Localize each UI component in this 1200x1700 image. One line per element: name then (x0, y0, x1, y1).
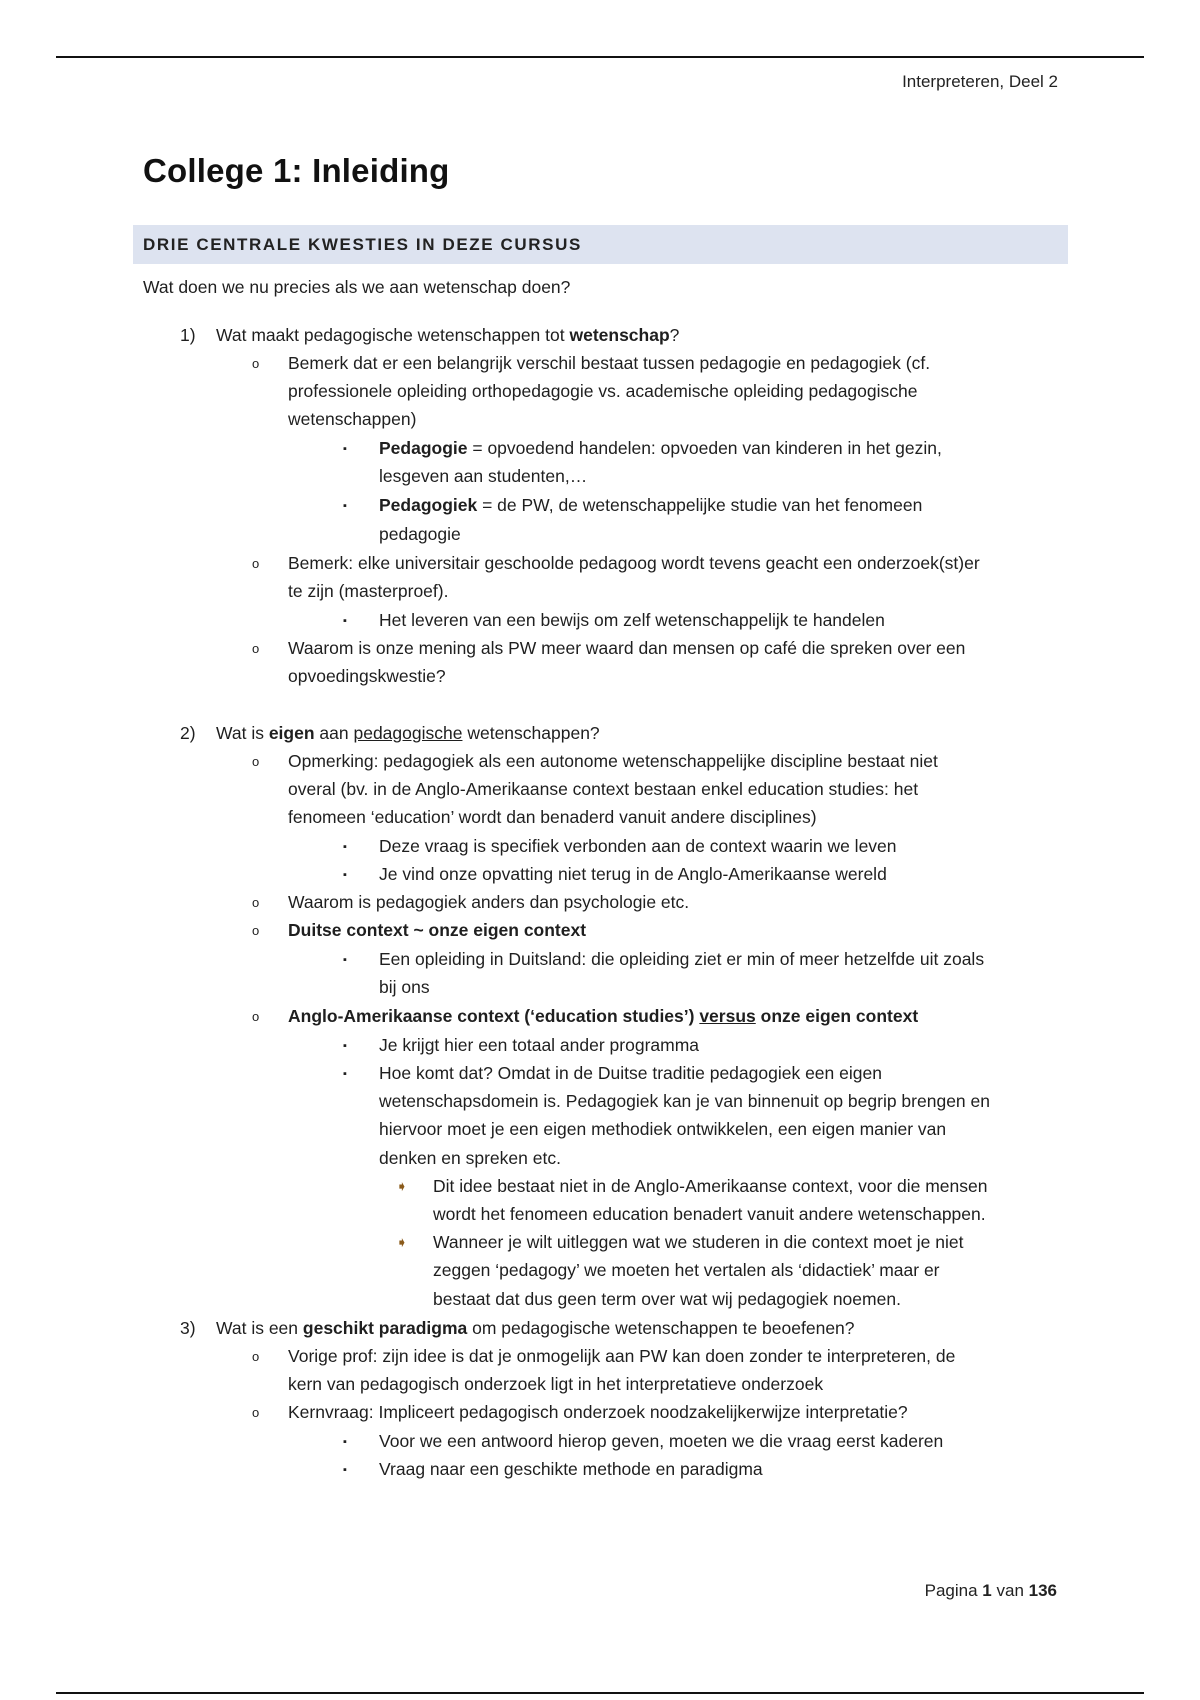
circle-bullet-icon: o (252, 1405, 260, 1420)
square-bullet-icon: ▪ (343, 954, 347, 966)
q2-point-1-line-2: overal (bv. in de Anglo-Amerikaanse context bestaan enkel education studies: het (288, 779, 919, 799)
q1-point-1-line-1: Bemerk dat er een belangrijk verschil bestaat tussen pedagogie en pedagogiek (cf. (288, 353, 931, 373)
q1-point-3-line-2: opvoedingskwestie? (288, 666, 446, 686)
q2-arrow-1-line-2: wordt het fenomeen education benadert vanuit andere wetenschappen. (433, 1204, 986, 1224)
circle-bullet-icon: o (252, 923, 260, 938)
q2-sub-2: Je vind onze opvatting niet terug in de Anglo-Amerikaanse wereld (379, 864, 887, 884)
q2-arrow-2-line-1: Wanneer je wilt uitleggen wat we studeren in die context moet je niet (433, 1232, 964, 1252)
q2-point-1-line-1: Opmerking: pedagogiek als een autonome wetenschappelijke discipline bestaat niet (288, 751, 938, 771)
arrow-bullet-icon: ➧ (396, 1178, 408, 1194)
square-bullet-icon: ▪ (343, 1464, 347, 1476)
q2-point-2: Waarom is pedagogiek anders dan psychologie etc. (288, 892, 690, 912)
q1-point-2-line-2: te zijn (masterproef). (288, 581, 449, 601)
q2-sub-5-line-3: hiervoor moet je een eigen methodiek ontwikkelen, een eigen manier van (379, 1119, 947, 1139)
q2-sub-3-line-1: Een opleiding in Duitsland: die opleiding ziet er min of meer hetzelfde uit zoals (379, 949, 985, 969)
q1-sub-3: Het leveren van een bewijs om zelf wetenschappelijk te handelen (379, 610, 885, 630)
q3-sub-2: Vraag naar een geschikte methode en paradigma (379, 1459, 763, 1479)
list-number-2: 2) (180, 723, 196, 743)
q2-sub-3-line-2: bij ons (379, 977, 430, 997)
q1-sub-1-line-2: lesgeven aan studenten,… (379, 466, 588, 486)
q1-point-1-line-2: professionele opleiding orthopedagogie vs. academische opleiding pedagogische (288, 381, 918, 401)
arrow-bullet-icon: ➧ (396, 1234, 408, 1250)
square-bullet-icon: ▪ (343, 443, 347, 455)
square-bullet-icon: ▪ (343, 1068, 347, 1080)
q2-sub-4: Je krijgt hier een totaal ander programma (379, 1035, 700, 1055)
question-2: Wat is eigen aan pedagogische wetenschappen? (216, 723, 600, 743)
page-title: College 1: Inleiding (143, 152, 450, 189)
question-1: Wat maakt pedagogische wetenschappen tot wetenschap? (216, 325, 680, 345)
q3-point-1-line-1: Vorige prof: zijn idee is dat je onmogelijk aan PW kan doen zonder te interpreteren, de (288, 1346, 956, 1366)
running-header: Interpreteren, Deel 2 (902, 72, 1058, 91)
list-number-3: 3) (180, 1318, 196, 1338)
circle-bullet-icon: o (252, 1349, 260, 1364)
bottom-rule (56, 1692, 1144, 1694)
section-heading: DRIE CENTRALE KWESTIES IN DEZE CURSUS (143, 235, 582, 254)
q2-sub-1: Deze vraag is specifiek verbonden aan de context waarin we leven (379, 836, 897, 856)
list-number-1: 1) (180, 325, 196, 345)
q2-arrow-2-line-3: bestaat dat dus geen term over wat wij pedagogiek noemen. (433, 1289, 901, 1309)
q1-point-2-line-1: Bemerk: elke universitair geschoolde pedagoog wordt tevens geacht een onderzoek(st)er (288, 553, 980, 573)
q3-point-2: Kernvraag: Impliceert pedagogisch onderzoek noodzakelijkerwijze interpretatie? (288, 1402, 908, 1422)
square-bullet-icon: ▪ (343, 1436, 347, 1448)
intro-question: Wat doen we nu precies als we aan wetenschap doen? (143, 277, 571, 297)
q2-arrow-1-line-1: Dit idee bestaat niet in de Anglo-Amerikaanse context, voor die mensen (433, 1176, 988, 1196)
q3-point-1-line-2: kern van pedagogisch onderzoek ligt in het interpretatieve onderzoek (288, 1374, 824, 1394)
q2-arrow-2-line-2: zeggen ‘pedagogy’ we moeten het vertalen als ‘didactiek’ maar er (433, 1260, 940, 1280)
q1-sub-1-line-1: Pedagogie = opvoedend handelen: opvoeden van kinderen in het gezin, (379, 438, 942, 458)
circle-bullet-icon: o (252, 356, 260, 371)
square-bullet-icon: ▪ (343, 615, 347, 627)
q1-point-1-line-3: wetenschappen) (288, 409, 417, 429)
q2-sub-5-line-4: denken en spreken etc. (379, 1148, 561, 1168)
square-bullet-icon: ▪ (343, 500, 347, 512)
q2-sub-5-line-2: wetenschapsdomein is. Pedagogiek kan je van binnenuit op begrip brengen en (379, 1091, 990, 1111)
q2-point-4: Anglo-Amerikaanse context (‘education studies’) versus onze eigen context (288, 1006, 919, 1026)
page-footer: Pagina 1 van 136 (924, 1581, 1057, 1600)
circle-bullet-icon: o (252, 556, 260, 571)
square-bullet-icon: ▪ (343, 1040, 347, 1052)
circle-bullet-icon: o (252, 641, 260, 656)
circle-bullet-icon: o (252, 754, 260, 769)
square-bullet-icon: ▪ (343, 869, 347, 881)
q2-point-1-line-3: fenomeen ‘education’ wordt dan benaderd vanuit andere disciplines) (288, 807, 817, 827)
q1-point-3-line-1: Waarom is onze mening als PW meer waard dan mensen op café die spreken over een (288, 638, 966, 658)
square-bullet-icon: ▪ (343, 841, 347, 853)
top-rule (56, 56, 1144, 58)
q2-point-3: Duitse context ~ onze eigen context (288, 920, 587, 940)
q2-sub-5-line-1: Hoe komt dat? Omdat in de Duitse traditie pedagogiek een eigen (379, 1063, 882, 1083)
q3-sub-1: Voor we een antwoord hierop geven, moeten we die vraag eerst kaderen (379, 1431, 944, 1451)
q1-sub-2-line-1: Pedagogiek = de PW, de wetenschappelijke studie van het fenomeen (379, 495, 923, 515)
q1-sub-2-line-2: pedagogie (379, 524, 461, 544)
question-3: Wat is een geschikt paradigma om pedagogische wetenschappen te beoefenen? (216, 1318, 855, 1338)
circle-bullet-icon: o (252, 1009, 260, 1024)
section-heading-band (133, 225, 1068, 264)
circle-bullet-icon: o (252, 895, 260, 910)
